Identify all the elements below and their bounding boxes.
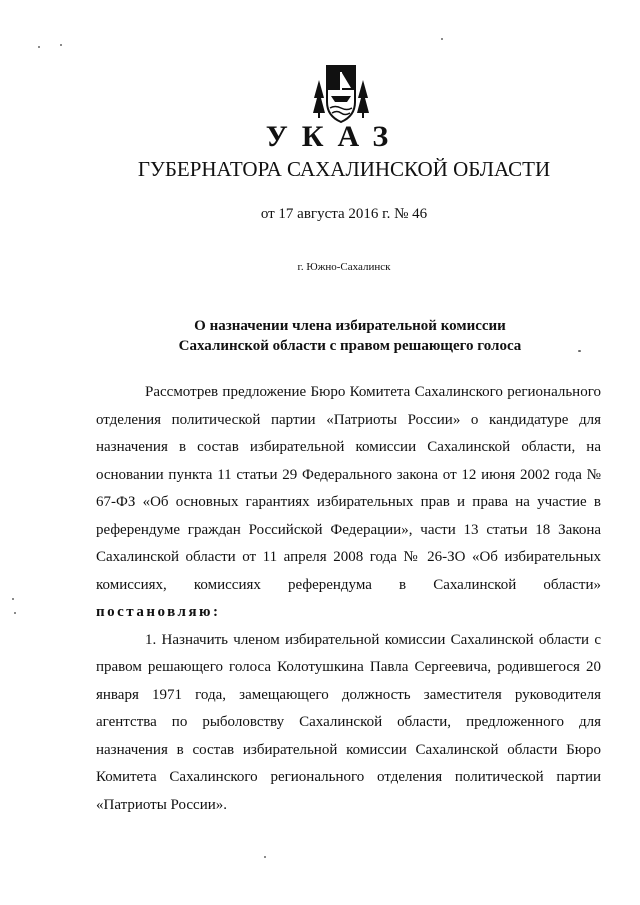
heading-line-2: Сахалинской области с правом решающего голоса <box>178 338 522 354</box>
scan-speck <box>12 598 14 600</box>
scan-speck <box>14 612 16 614</box>
scan-speck <box>38 46 40 48</box>
scan-speck <box>60 44 62 46</box>
document-title: УКАЗ <box>265 120 403 153</box>
document-date: от 17 августа 2016 г. № 46 <box>260 206 428 222</box>
scan-speck <box>264 856 266 858</box>
paragraph-1 <box>96 379 601 627</box>
document-heading <box>80 316 620 356</box>
heading-line-1: О назначении члена избирательной комиссии <box>194 318 506 334</box>
scan-speck <box>578 350 581 352</box>
document-body <box>96 379 601 819</box>
document-place: г. Южно-Сахалинск <box>297 261 391 273</box>
paragraph-1-text: Рассмотрев предложение Бюро Комитета Сахалинского регионального отделения политической партии «Патриоты России» о кандидатуре для назначения в состав избирательной комиссии Сахалинской области, на основании пункта 11 статьи 29 Федерального закона от 12 июня 2002 года № 67-ФЗ «Об основных гарантиях избирательных прав и права на участие в референдуме граждан Российской Федерации», части 13 статьи 18 Закона Сахалинской области от 11 апреля 2008 года № 26-ЗО «Об избирательных комиссиях, комиссиях референдума в Сахалинской области» <box>96 384 601 593</box>
document-subtitle: ГУБЕРНАТОРА САХАЛИНСКОЙ ОБЛАСТИ <box>137 157 551 181</box>
decree-word: постановляю: <box>96 604 221 620</box>
paragraph-2: 1. Назначить членом избирательной комиссии Сахалинской области с правом решающего голоса Колотушкина Павла Сергеевича, родившегося 20 января 1971 года, замещающего должность заместителя руководителя агентства по рыболовству Сахалинской области, предложенного для назначения в состав избирательной комиссии Сахалинской области Бюро Комитета Сахалинского регионального отделения политической партии «Патриоты России». <box>96 631 601 813</box>
scan-speck <box>441 38 443 40</box>
coat-of-arms-icon <box>313 58 369 128</box>
